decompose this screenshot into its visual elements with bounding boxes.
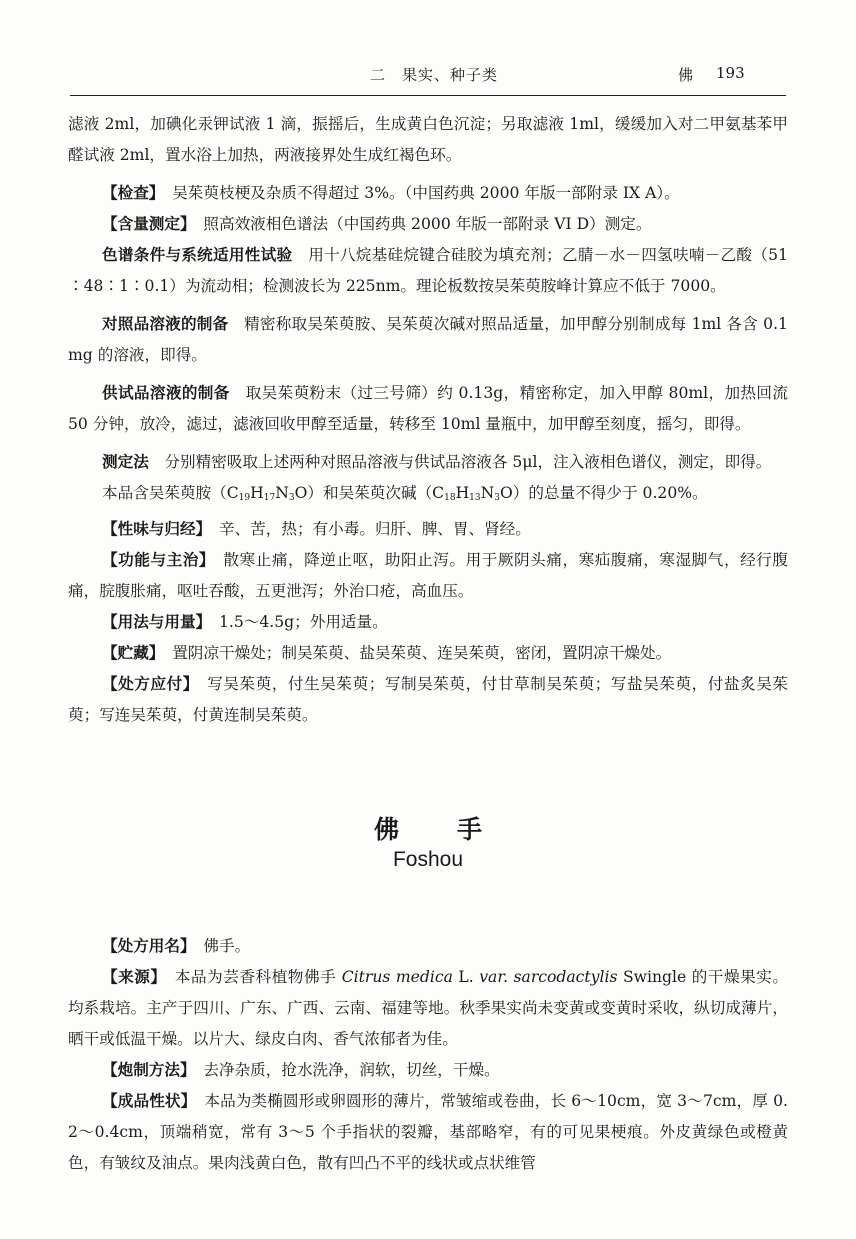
sub-label: 色谱条件与系统适用性试验 xyxy=(102,246,293,264)
method-paragraph: 测定法 分别精密吸取上述两种对照品溶液与供试品溶液各 5μl，注入液相色谱仪，测定，即得。 xyxy=(102,453,772,471)
foshou-entry-text xyxy=(68,931,788,1179)
content-paragraph: 本品含吴茱萸胺$(C_{19}H_{17}N_3O)$和吴茱萸次碱$(C_{18}H_{13}N_3O)$的总量不得少于 0.20%。 xyxy=(102,484,708,503)
sub-label: 供试品溶液的制备 xyxy=(102,384,230,402)
usage-paragraph: 【用法与用量】 1.5～4.5g；外用适量。 xyxy=(102,613,388,631)
running-header xyxy=(70,64,786,90)
section-label: 【功能与主治】 xyxy=(102,551,208,569)
paragraph: 滤液 2ml，加碘化汞钾试液 1 滴，振摇后，生成黄白色沉淀；另取滤液 1ml，缓缓加入对二甲氨基苯甲醛试液 2ml，置水浴上加热，两液接界处生成红褐色环。 xyxy=(68,115,788,164)
ref-paragraph: 对照品溶液的制备 精密称取吴茱萸胺、吴茱萸次碱对照品适量，加甲醇分别制成每 1ml 各含 0.1mg 的溶液，即得。 xyxy=(68,315,788,364)
latin-name: Citrus medica xyxy=(341,968,453,986)
sub-label: 对照品溶液的制备 xyxy=(102,315,229,333)
section-label: 【炮制方法】 xyxy=(102,1061,188,1079)
rx-paragraph: 【处方应付】 写吴茱萸，付生吴茱萸；写制吴茱萸，付甘草制吴茱萸；写盐吴茱萸，付盐炙吴茱萸；写连吴茱萸，付黄连制吴茱萸。 xyxy=(68,675,788,724)
section-label: 【性味与归经】 xyxy=(102,520,204,538)
function-paragraph: 【功能与主治】 散寒止痛，降逆止呕，助阳止泻。用于厥阴头痛，寒疝腹痛，寒湿脚气，经行腹痛，脘腹胀痛，呕吐吞酸，五更泄泻；外治口疮，高血压。 xyxy=(68,551,788,600)
section-label: 【处方用名】 xyxy=(102,937,188,955)
source-paragraph: 【来源】 本品为芸香科植物佛手 Citrus medica L. var. sarcodactylis Swingle 的干燥果实。均系栽培。主产于四川、广东、广西、云南、福建等地。秋季果实尚未变黄或变黄时采收，纵切成薄片，晒干或低温干燥。以片大、绿皮白肉、香气浓郁者为佳。 xyxy=(68,968,788,1048)
check-paragraph: 【检查】 吴茱萸枝梗及杂质不得超过 3%。（中国药典 2000 年版一部附录 IX A）。 xyxy=(102,184,680,202)
rxname-paragraph: 【处方用名】 佛手。 xyxy=(102,937,251,955)
processing-paragraph: 【炮制方法】 去净杂质，抢水洗净，润软，切丝，干燥。 xyxy=(102,1061,500,1079)
header-rule xyxy=(70,95,786,96)
formula: $C_{19}H_{17}N_3O$ xyxy=(226,484,308,503)
storage-paragraph: 【贮藏】 置阴凉干燥处；制吴茱萸、盐吴茱萸、连吴茱萸，密闭，置阴凉干燥处。 xyxy=(102,644,672,662)
section-label: 【贮藏】 xyxy=(102,644,157,662)
section-title: 二 果实、种子类 xyxy=(370,66,499,84)
entry-name: 佛 xyxy=(678,66,694,84)
section-label: 【用法与用量】 xyxy=(102,613,204,631)
section-label: 【处方应付】 xyxy=(102,675,192,693)
sample-paragraph: 供试品溶液的制备 取吴茱萸粉末（过三号筛）约 0.13g，精密称定，加入甲醇 80ml，加热回流 50 分钟，放冷，滤过，滤液回收甲醇至适量，转移至 10ml 量瓶中，加甲醇至刻度，摇匀，即得。 xyxy=(68,384,788,433)
page-number: 193 xyxy=(716,64,745,82)
nature-paragraph: 【性味与归经】 辛、苦，热；有小毒。归肝、脾、胃、肾经。 xyxy=(102,520,531,538)
prev-entry-text xyxy=(68,109,788,731)
properties-paragraph: 【成品性状】 本品为类椭圆形或卵圆形的薄片，常皱缩或卷曲，长 6～10cm，宽 3～7cm，厚 0.2～0.4cm，顶端稍宽，常有 3～5 个手指状的裂瓣，基部略窄，有的可见果梗痕。外皮黄绿色或橙黄色，有皱纹及油点。果肉浅黄白色，散有凹凸不平的线状或点状维管 xyxy=(68,1092,788,1172)
latin-variety: var. sarcodactylis xyxy=(479,968,618,986)
assay-paragraph: 【含量测定】 照高效液相色谱法（中国药典 2000 年版一部附录 VI D）测定。 xyxy=(102,215,652,233)
section-label: 【检查】 xyxy=(102,184,157,202)
chrom-paragraph: 色谱条件与系统适用性试验 用十八烷基硅烷键合硅胶为填充剂；乙腈－水－四氢呋喃－乙酸（51∶48∶1∶0.1）为流动相；检测波长为 225nm。理论板数按吴茱萸胺峰计算应不低于 7000。 xyxy=(68,246,788,295)
sub-label: 测定法 xyxy=(102,453,149,471)
entry-pinyin: Foshou xyxy=(392,848,464,871)
formula: $C_{18}H_{13}N_3O$ xyxy=(432,484,513,503)
section-label: 【成品性状】 xyxy=(102,1092,189,1110)
section-label: 【含量测定】 xyxy=(102,215,188,233)
entry-title: 佛手 xyxy=(373,815,540,844)
section-label: 【来源】 xyxy=(102,968,159,986)
